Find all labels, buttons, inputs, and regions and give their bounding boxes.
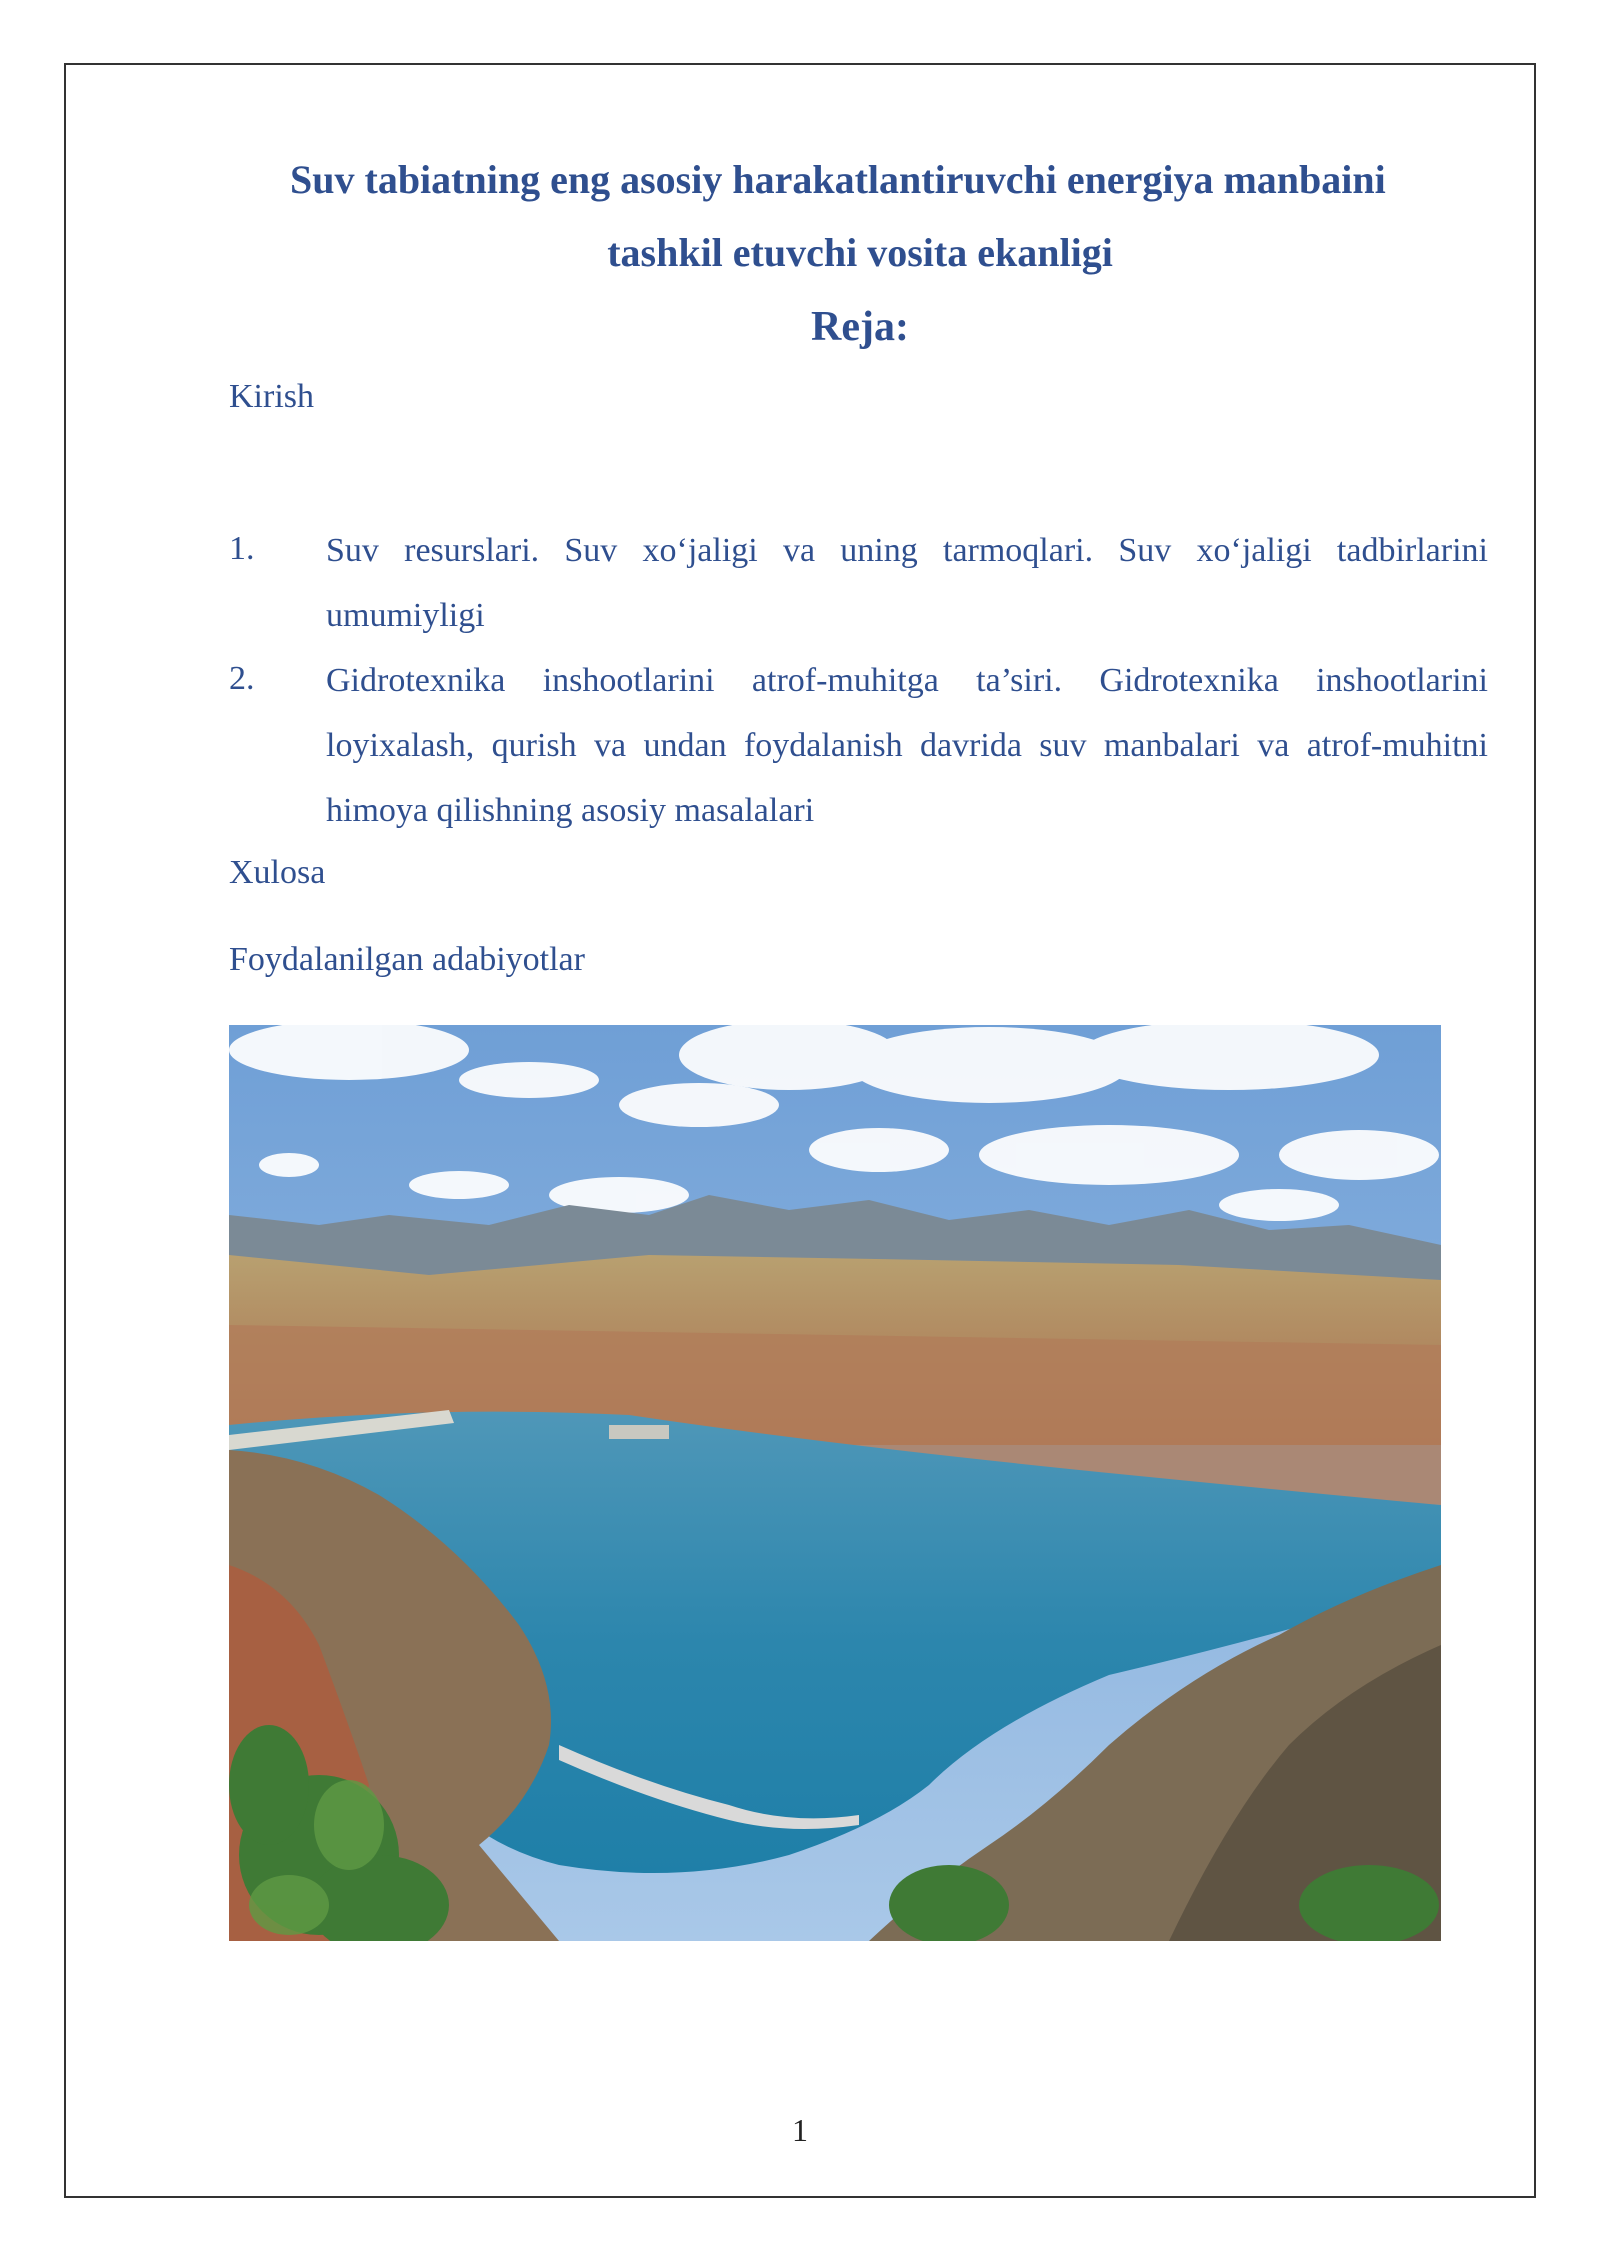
references-label: Foydalanilgan adabiyotlar bbox=[229, 941, 585, 978]
document-title-line-1: Suv tabiatning eng asosiy harakatlantiruvchi energiya manbaini bbox=[290, 157, 1386, 202]
conclusion-label: Xulosa bbox=[229, 854, 326, 891]
list-item-2-text: Gidrotexnika inshootlarini atrof-muhitga ta’siri. Gidrotexnika inshootlarini loyixalash, qurish va undan foydalanish davrida suv manbalari va atrof-muhitni himoya qilishning asosiy masalalari bbox=[326, 662, 1488, 829]
list-item-1-number: 1. bbox=[229, 530, 255, 567]
list-item-2-number: 2. bbox=[229, 660, 255, 697]
plan-heading: Reja: bbox=[811, 304, 909, 350]
intro-label: Kirish bbox=[229, 378, 314, 415]
list-item-1-text: Suv resurslari. Suv xo‘jaligi va uning tarmoqlari. Suv xo‘jaligi tadbirlarini umumiyligi bbox=[326, 532, 1488, 634]
document-title-line-2: tashkil etuvchi vosita ekanligi bbox=[607, 230, 1113, 275]
reservoir-landscape-image bbox=[229, 1025, 1441, 1941]
page-number: 1 bbox=[792, 2112, 808, 2148]
